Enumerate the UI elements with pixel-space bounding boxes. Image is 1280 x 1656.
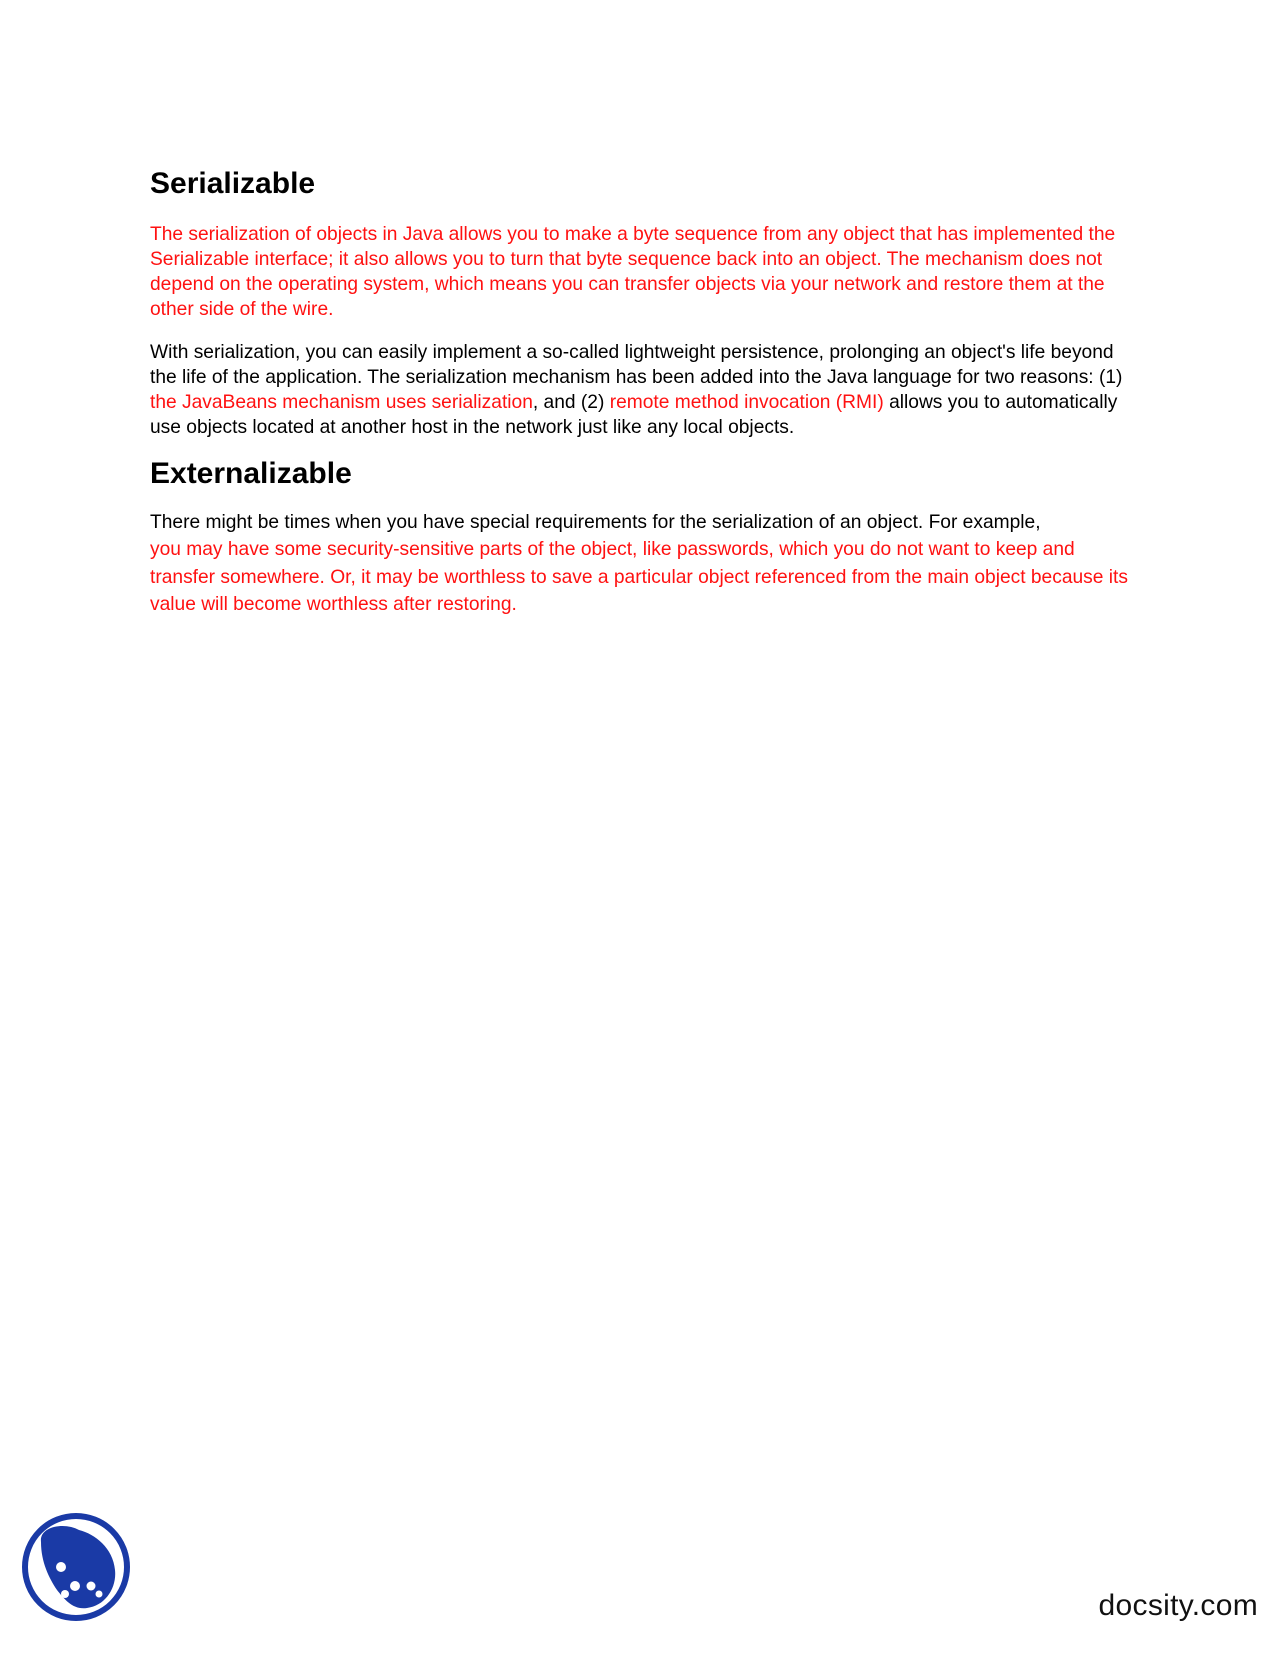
highlight-javabeans: the JavaBeans mechanism uses serialization (150, 392, 533, 413)
paragraph-text: , and (2) (532, 392, 610, 413)
paragraph-serialization-persistence (150, 340, 1130, 440)
heading-serializable: Serializable (150, 167, 316, 200)
heading-externalizable: Externalizable (150, 457, 352, 490)
docsity-brand-link[interactable]: docsity.com (1098, 1589, 1258, 1622)
paragraph-serialization-intro: The serialization of objects in Java allows you to make a byte sequence from any object that has implemented the Serializable interface; it also allows you to turn that byte sequence back into an object. The mechanism does not depend on the operating system, which means you can transfer objects via your network and restore them at the other side of the wire. (150, 224, 1116, 320)
paragraph-externalizable-intro: There might be times when you have special requirements for the serialization of an object. For example, (150, 512, 1041, 533)
docsity-logo-icon[interactable] (21, 1512, 131, 1622)
paragraph-text: allows you to automatically use objects located at another host in the network just like any local objects. (150, 392, 1118, 438)
document-content (150, 166, 1130, 619)
paragraph-text: With serialization, you can easily implement a so-called lightweight persistence, prolonging an object's life beyond the life of the application. The serialization mechanism has been added into the Java language for two reasons: (1) (150, 342, 1123, 388)
highlight-rmi: remote method invocation (RMI) (609, 392, 884, 413)
paragraph-externalizable-detail: you may have some security-sensitive parts of the object, like passwords, which you do not want to keep and transfer somewhere. Or, it may be worthless to save a particular object referenced from the main object because its value will become worthless after restoring. (150, 539, 1128, 615)
